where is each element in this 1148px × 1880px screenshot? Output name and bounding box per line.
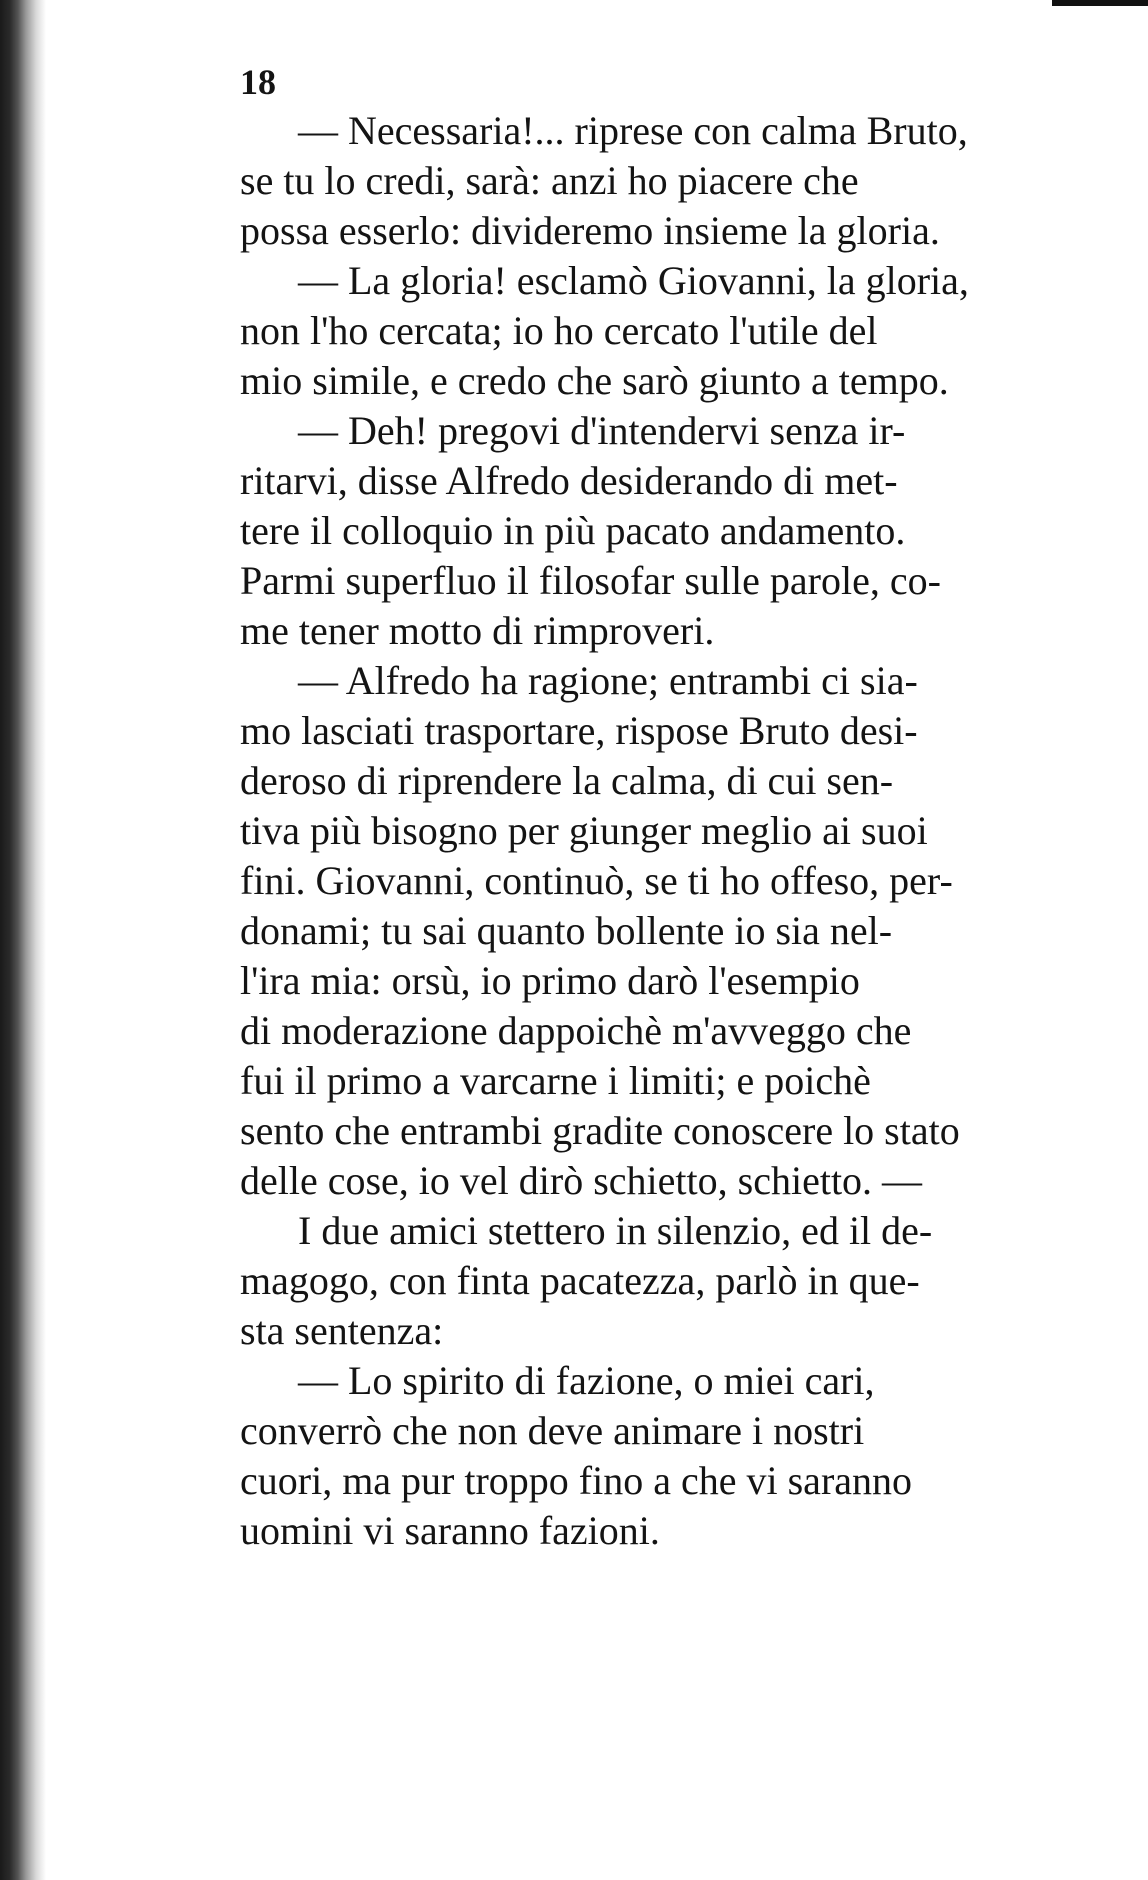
text-line: se tu lo credi, sarà: anzi ho piacere che <box>240 158 859 203</box>
text-line: possa esserlo: divideremo insieme la gloria. <box>240 208 940 253</box>
text-line: non l'ho cercata; io ho cercato l'utile del <box>240 308 878 353</box>
text-line: tiva più bisogno per giunger meglio ai suoi <box>240 808 928 853</box>
text-line: di moderazione dappoichè m'avveggo che <box>240 1008 912 1053</box>
text-line: deroso di riprendere la calma, di cui sen- <box>240 758 894 803</box>
text-line: ritarvi, disse Alfredo desiderando di met- <box>240 458 898 503</box>
text-line: sta sentenza: <box>240 1308 444 1353</box>
text-line: uomini vi saranno fazioni. <box>240 1508 660 1553</box>
text-line: converrò che non deve animare i nostri <box>240 1408 865 1453</box>
page-binding-edge <box>0 0 46 1880</box>
text-line: sento che entrambi gradite conoscere lo stato <box>240 1108 960 1153</box>
text-line: Parmi superfluo il filosofar sulle parole, co- <box>240 558 941 603</box>
text-line: delle cose, io vel dirò schietto, schietto. — <box>240 1158 923 1203</box>
text-line: fui il primo a varcarne i limiti; e poichè <box>240 1058 871 1103</box>
text-line: magogo, con finta pacatezza, parlò in que- <box>240 1258 920 1303</box>
text-line: I due amici stettero in silenzio, ed il de- <box>298 1208 933 1253</box>
book-page <box>240 58 1100 1556</box>
page-number: 18 <box>240 62 276 102</box>
text-line: mio simile, e credo che sarò giunto a tempo. <box>240 358 949 403</box>
text-line: cuori, ma pur troppo fino a che vi saranno <box>240 1458 913 1503</box>
text-line: mo lasciati trasportare, rispose Bruto desi- <box>240 708 918 753</box>
top-edge-mark <box>1052 0 1148 6</box>
text-line: me tener motto di rimproveri. <box>240 608 715 653</box>
text-line: tere il colloquio in più pacato andamento. <box>240 508 906 553</box>
text-line: — Deh! pregovi d'intendervi senza ir- <box>298 408 906 453</box>
text-line: fini. Giovanni, continuò, se ti ho offeso, per- <box>240 858 953 903</box>
text-line: — Alfredo ha ragione; entrambi ci sia- <box>298 658 918 703</box>
text-line: — Necessaria!... riprese con calma Bruto, <box>298 108 968 153</box>
text-line: — Lo spirito di fazione, o miei cari, <box>298 1358 875 1403</box>
text-line: donami; tu sai quanto bollente io sia nel- <box>240 908 893 953</box>
text-line: — La gloria! esclamò Giovanni, la gloria, <box>298 258 969 303</box>
text-line: l'ira mia: orsù, io primo darò l'esempio <box>240 958 860 1003</box>
